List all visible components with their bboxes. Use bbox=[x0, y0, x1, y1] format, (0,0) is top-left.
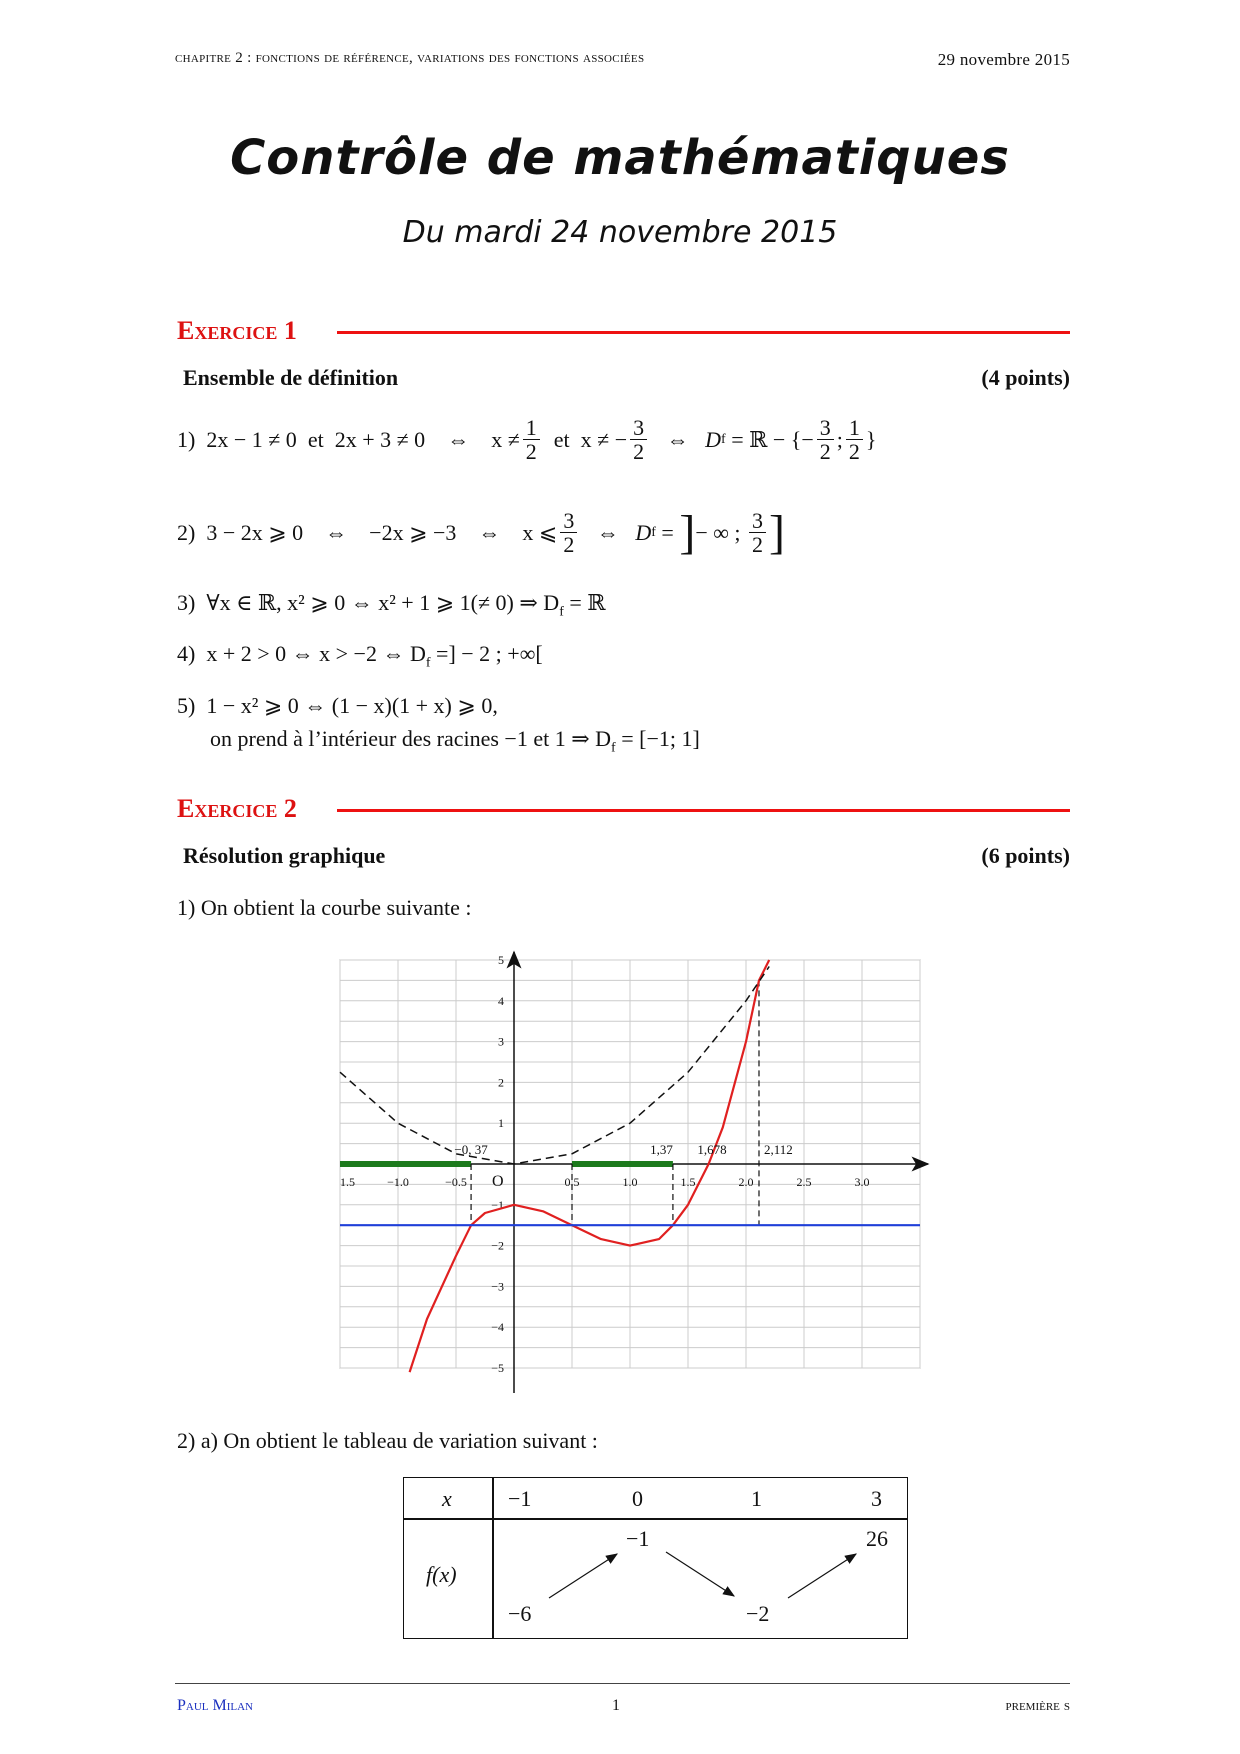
footer-rule bbox=[175, 1683, 1070, 1684]
y-tick-label: 1 bbox=[498, 1116, 504, 1131]
x-tick-label: 2.0 bbox=[738, 1175, 754, 1189]
exercise-2-points: (6 points) bbox=[981, 843, 1070, 868]
page-subtitle: Du mardi 24 novembre 2015 bbox=[402, 215, 838, 250]
ex1-question-1: 1) 2x − 1 ≠ 0 et 2x + 3 ≠ 0 ⇔ x ≠ $\frac{1}{2}$ et x ≠ − $\frac{3}{2}$ ⇔ D f = ℝ − { − $\frac{3}{2}$ ; $\frac{1}{2}$ } bbox=[177, 415, 877, 465]
value-annotation: 1,37 bbox=[650, 1142, 673, 1157]
ex1-question-5-line-2: on prend à l’intérieur des racines −1 et 1 ⇒ $D_f = [-1$; 1] bbox=[210, 726, 700, 756]
table-f-value: −1 bbox=[626, 1526, 650, 1551]
y-tick-label: −1 bbox=[491, 1197, 504, 1212]
x-tick-label: 1.5 bbox=[680, 1175, 696, 1189]
running-header-chapter: chapitre 2 : fonctions de référence, variations des fonctions associées bbox=[175, 50, 645, 66]
table-fx-label: f(x) bbox=[426, 1562, 457, 1587]
origin-label: O bbox=[492, 1173, 504, 1190]
exercise-2-heading: Exercice 2 bbox=[177, 794, 297, 823]
exercise-1-subtitle: Ensemble de définition bbox=[183, 365, 399, 390]
y-tick-label: −2 bbox=[491, 1238, 504, 1253]
x-tick-label: −0.5 bbox=[445, 1175, 467, 1189]
table-x-value: 0 bbox=[632, 1486, 643, 1511]
arrow-increasing bbox=[788, 1554, 856, 1598]
y-tick-label: −5 bbox=[491, 1361, 504, 1375]
variation-arrows bbox=[404, 1478, 907, 1638]
ex1-question-3: 3) ∀x ∈ ℝ, x² ⩾ 0 ⇔ x² + 1 ⩾ 1(≠ 0) ⇒ $D_f$ = ℝ bbox=[177, 590, 606, 620]
value-annotation: 1,678 bbox=[697, 1142, 727, 1157]
ex1-question-2: 2) 3 − 2x ⩾ 0 ⇔ −2x ⩾ −3 ⇔ x ⩽ $\frac{3}{2}$ ⇔ D f = ] − ∞ ; $\frac{3}{2}$ ] bbox=[177, 506, 786, 559]
x-tick-label: 1.0 bbox=[622, 1175, 638, 1189]
arrow-decreasing bbox=[666, 1552, 734, 1596]
value-annotation: −0, 37 bbox=[454, 1142, 488, 1157]
variation-table bbox=[403, 1477, 908, 1639]
y-tick-label: −4 bbox=[491, 1320, 504, 1335]
x-tick-label: 3.0 bbox=[854, 1175, 870, 1189]
x-tick-label: 1.5 bbox=[340, 1175, 355, 1189]
ex2-question-1: 1) On obtient la courbe suivante : bbox=[177, 895, 472, 920]
curve-series bbox=[340, 967, 769, 1165]
x-tick-label: 0.5 bbox=[564, 1175, 580, 1189]
ex1-question-4: 4) x + 2 > 0 ⇔ x > −2 ⇔ $D_f$ =] − 2 ; +∞[ bbox=[177, 641, 543, 671]
arrow-increasing bbox=[549, 1554, 617, 1598]
exercise-1-heading: Exercice 1 bbox=[177, 316, 297, 345]
page-title: Contrôle de mathématiques bbox=[230, 130, 1010, 186]
table-f-value: −6 bbox=[508, 1601, 532, 1626]
exercise-1-rule bbox=[337, 331, 1070, 334]
y-tick-label: 4 bbox=[498, 993, 504, 1008]
table-x-value: 3 bbox=[871, 1486, 882, 1511]
table-x-value: −1 bbox=[508, 1486, 532, 1511]
ex2-question-2a: 2) a) On obtient le tableau de variation suivant : bbox=[177, 1428, 598, 1453]
footer-page-number: 1 bbox=[612, 1697, 620, 1714]
value-annotation: 2,112 bbox=[763, 1142, 793, 1157]
y-tick-label: 5 bbox=[498, 953, 504, 967]
exercise-2-subtitle: Résolution graphique bbox=[183, 843, 386, 868]
table-f-value: 26 bbox=[866, 1526, 888, 1551]
y-tick-label: 2 bbox=[498, 1075, 504, 1090]
running-header-date: 29 novembre 2015 bbox=[937, 50, 1070, 69]
footer-class: première s bbox=[1005, 1697, 1070, 1714]
y-tick-label: −3 bbox=[491, 1279, 504, 1294]
function-graph bbox=[330, 950, 950, 1410]
x-tick-label: −1.0 bbox=[387, 1175, 409, 1189]
table-x-value: 1 bbox=[751, 1486, 762, 1511]
x-tick-label: 2.5 bbox=[796, 1175, 812, 1189]
ex1-question-5: 5) 1 − x² ⩾ 0 ⇔ (1 − x)(1 + x) ⩾ 0, bbox=[177, 693, 498, 718]
table-f-value: −2 bbox=[746, 1601, 770, 1626]
y-tick-label: 3 bbox=[498, 1034, 504, 1049]
exercise-1-points: (4 points) bbox=[981, 365, 1070, 390]
table-x-label: x bbox=[442, 1486, 452, 1511]
exercise-2-rule bbox=[337, 809, 1070, 812]
footer-author: Paul Milan bbox=[177, 1697, 254, 1714]
